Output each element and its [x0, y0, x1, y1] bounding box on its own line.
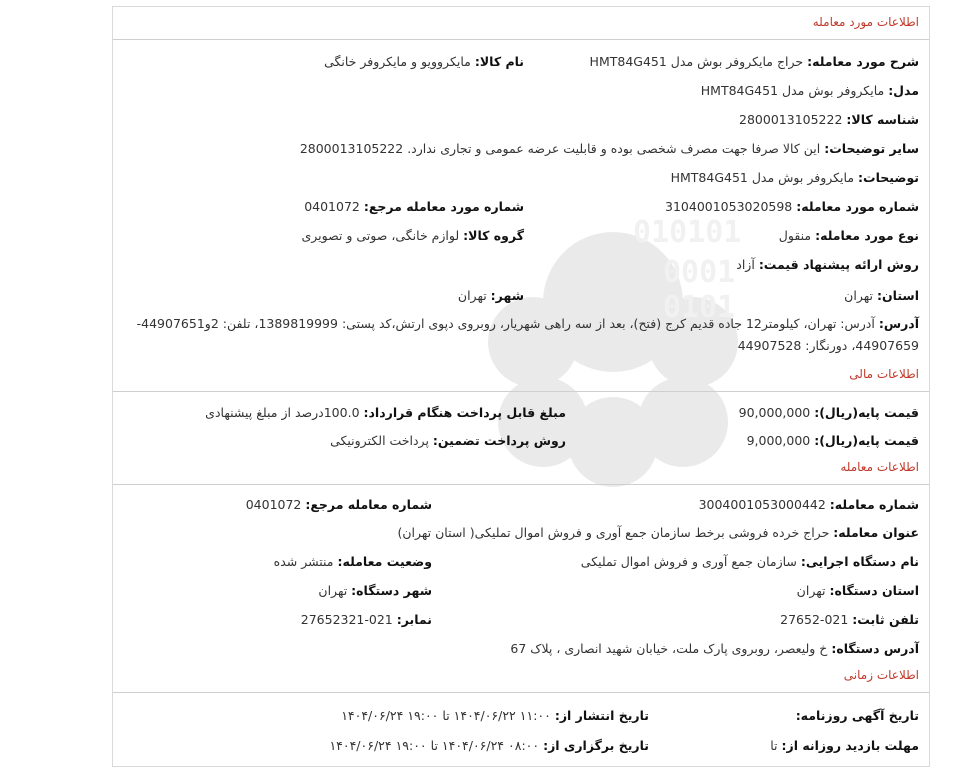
- province-label: استان:: [876, 288, 919, 303]
- field-publish-date: [341, 708, 649, 723]
- item-name-label: نام کالا:: [474, 54, 524, 69]
- newspaper-date-label: تاریخ آگهی روزنامه:: [795, 708, 919, 723]
- visit-time-label: مهلت بازدید روزانه از:: [781, 738, 919, 753]
- field-bid-method: [736, 257, 919, 272]
- hold-date-label: تاریخ برگزاری از:: [543, 738, 649, 753]
- section-title-financial: اطلاعات مالی: [849, 367, 919, 381]
- divider: [113, 39, 929, 40]
- transaction-title-value: حراج خرده فروشی برخط سازمان جمع آوری و فروش اموال تملیکی( استان تهران): [397, 525, 830, 540]
- field-item-name: [324, 54, 524, 69]
- org-city-label: شهر دستگاه:: [351, 583, 432, 598]
- org-address-label: آدرس دستگاه:: [831, 641, 919, 656]
- item-id-value: 2800013105222: [739, 112, 843, 127]
- city-value: تهران: [457, 288, 487, 303]
- transaction-title-label: عنوان معامله:: [833, 525, 919, 540]
- field-guarantee-method: [330, 433, 566, 448]
- phone-value: 021-27652: [780, 612, 849, 627]
- organization-label: نام دستگاه اجرایی:: [800, 554, 919, 569]
- item-name-value: مایکروویو و مایکروفر خانگی: [324, 54, 471, 69]
- field-phone: [780, 612, 919, 627]
- transaction-number-label: شماره معامله:: [829, 497, 919, 512]
- field-organization: [581, 554, 919, 569]
- payable-amount-value: 100.0درصد از مبلغ پیشنهادی: [205, 405, 360, 420]
- field-item-id: [739, 112, 919, 127]
- field-newspaper-date: [796, 708, 919, 723]
- field-item-number: [665, 199, 919, 214]
- divider: [113, 484, 929, 485]
- address-value: آدرس: تهران، کیلومتر12 جاده قدیم کرج (فتح)، بعد از سه راهی شهریار، روبروی دپوی ارتش،کد پستی: 1389819999، تلفن: 2و44907651-44907659، دورنگار: 44907528: [136, 316, 919, 353]
- fax-label: نمابر:: [396, 612, 432, 627]
- svg-text:0101: 0101: [663, 290, 736, 325]
- model-value: مایکروفر بوش مدل HMT84G451: [700, 83, 885, 98]
- field-item-group: [301, 228, 524, 243]
- payable-amount-label: مبلغ قابل پرداخت هنگام قرارداد:: [363, 405, 566, 420]
- field-fax: [301, 612, 432, 627]
- item-type-value: منقول: [778, 228, 812, 243]
- publish-date-label: تاریخ انتشار از:: [554, 708, 649, 723]
- section-title-time: اطلاعات زمانی: [843, 668, 919, 682]
- province-value: تهران: [844, 288, 873, 303]
- item-id-label: شناسه کالا:: [846, 112, 919, 127]
- field-model: [701, 83, 919, 98]
- field-transaction-status: [274, 554, 432, 569]
- field-transaction-ref: [246, 497, 432, 512]
- guarantee-method-value: پرداخت الکترونیکی: [330, 433, 429, 448]
- bid-method-value: آزاد: [736, 257, 755, 272]
- field-visit-time: [770, 738, 919, 753]
- city-label: شهر:: [490, 288, 524, 303]
- field-org-address: [510, 641, 919, 656]
- transaction-ref-label: شماره معامله مرجع:: [305, 497, 432, 512]
- model-label: مدل:: [888, 83, 919, 98]
- item-description-label: شرح مورد معامله:: [807, 54, 919, 69]
- org-address-value: خ ولیعصر، روبروی پارک ملت، خیابان شهید انصاری ، پلاک 67: [510, 641, 828, 656]
- field-base-price-1: [739, 405, 919, 420]
- item-number-value: 3104001053020598: [665, 199, 793, 214]
- field-hold-date: [329, 738, 649, 753]
- guarantee-method-label: روش پرداخت تضمین:: [432, 433, 566, 448]
- item-description-value: حراج مایکروفر بوش مدل HMT84G451: [589, 54, 804, 69]
- visit-time-value: تا: [770, 738, 778, 753]
- transaction-ref-value: 0401072: [245, 497, 302, 512]
- field-base-price-2: [747, 433, 919, 448]
- transaction-status-label: وضعیت معامله:: [337, 554, 432, 569]
- item-ref-number-value: 0401072: [304, 199, 360, 214]
- field-item-description: [590, 54, 919, 69]
- org-province-label: استان دستگاه:: [829, 583, 919, 598]
- item-ref-number-label: شماره مورد معامله مرجع:: [363, 199, 524, 214]
- hold-date-value: ۰۸:۰۰ ۱۴۰۴/۰۶/۲۴ تا ۱۹:۰۰ ۱۴۰۴/۰۶/۲۴: [329, 738, 540, 753]
- field-item-ref-number: [304, 199, 524, 214]
- field-address: [129, 313, 919, 357]
- field-item-type: [779, 228, 919, 243]
- divider: [113, 391, 929, 392]
- publish-date-value: ۱۱:۰۰ ۱۴۰۴/۰۶/۲۲ تا ۱۹:۰۰ ۱۴۰۴/۰۶/۲۴: [341, 708, 551, 723]
- field-city: [458, 288, 524, 303]
- base-price-2-value: 9,000,000: [746, 433, 811, 448]
- field-payable-amount: [205, 405, 566, 420]
- phone-label: تلفن ثابت:: [852, 612, 919, 627]
- svg-text:010101: 010101: [633, 215, 742, 250]
- transaction-status-value: منتشر شده: [273, 554, 334, 569]
- field-org-city: [318, 583, 432, 598]
- details-panel: [112, 6, 930, 767]
- base-price-2-label: قیمت پایه(ریال):: [814, 433, 919, 448]
- field-province: [844, 288, 919, 303]
- item-type-label: نوع مورد معامله:: [815, 228, 919, 243]
- field-transaction-number: [699, 497, 919, 512]
- field-transaction-title: [397, 525, 919, 540]
- bid-method-label: روش ارائه پیشنهاد قیمت:: [758, 257, 919, 272]
- item-number-label: شماره مورد معامله:: [796, 199, 919, 214]
- notes-label: توضیحات:: [858, 170, 919, 185]
- svg-text:0001: 0001: [663, 255, 736, 290]
- divider: [113, 692, 929, 693]
- other-notes-value: این کالا صرفا جهت مصرف شخصی بوده و قابلیت عرضه عمومی و تجاری ندارد. 2800013105222: [299, 141, 821, 156]
- fax-value: 021-27652321: [300, 612, 393, 627]
- other-notes-label: سایر توضیحات:: [824, 141, 919, 156]
- field-org-province: [797, 583, 919, 598]
- transaction-number-value: 3004001053000442: [698, 497, 826, 512]
- item-group-label: گروه کالا:: [463, 228, 524, 243]
- item-group-value: لوازم خانگی، صوتی و تصویری: [301, 228, 460, 243]
- field-other-notes: [300, 141, 919, 156]
- section-title-transaction: اطلاعات معامله: [840, 460, 919, 474]
- base-price-1-value: 90,000,000: [738, 405, 811, 420]
- org-province-value: تهران: [796, 583, 826, 598]
- parsnamad-watermark-logo: [413, 192, 813, 612]
- notes-value: مایکروفر بوش مدل HMT84G451: [670, 170, 855, 185]
- organization-value: سازمان جمع آوری و فروش اموال تملیکی: [580, 554, 797, 569]
- org-city-value: تهران: [318, 583, 348, 598]
- base-price-1-label: قیمت پایه(ریال):: [814, 405, 919, 420]
- field-notes: [671, 170, 919, 185]
- address-label: آدرس:: [878, 316, 919, 331]
- section-title-item: اطلاعات مورد معامله: [812, 15, 919, 29]
